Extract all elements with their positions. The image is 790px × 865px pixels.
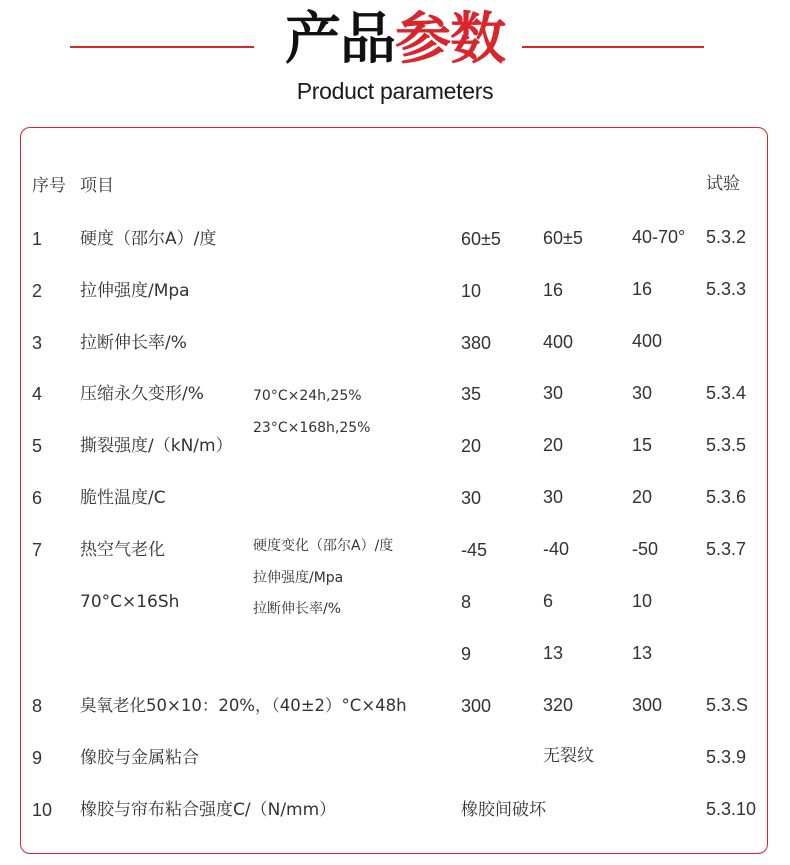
row-7-no: 7 — [32, 540, 43, 560]
row-5-no: 5 — [32, 436, 43, 456]
row-2-value-1: 10 — [461, 281, 482, 301]
page-subtitle: Product parameters — [296, 78, 494, 104]
row-9-item: 像胶与金属粘合 — [80, 748, 199, 768]
row-7c-value-2: 13 — [543, 643, 564, 663]
row-8-value-3: 300 — [632, 695, 663, 715]
row-7c-value-3: 13 — [632, 643, 653, 663]
row-7b-value-2: 6 — [543, 591, 554, 611]
row-8-test: 5.3.S — [706, 695, 749, 715]
row-3-no: 3 — [32, 333, 43, 353]
row-7-value-2: -40 — [543, 539, 570, 559]
column-header-no: 序号 — [32, 176, 66, 196]
column-header-test: 试验 — [706, 174, 740, 194]
row-4-value-1: 35 — [461, 384, 482, 404]
row-4-condition: 70°C×24h,25% — [253, 388, 362, 404]
row-9-test: 5.3.9 — [706, 747, 747, 767]
row-2-value-2: 16 — [543, 280, 564, 300]
row-7b-value-1: 8 — [461, 592, 472, 612]
page-title-black: 产品 — [285, 7, 395, 72]
row-4-no: 4 — [32, 384, 43, 404]
row-8-value-1: 300 — [461, 696, 492, 716]
row-1-value-3: 40-70° — [632, 227, 686, 247]
row-10-no: 10 — [32, 800, 53, 820]
row-8-item: 臭氧老化50×10：20%，（40±2）°C×48h — [80, 696, 407, 715]
row-3-value-3: 400 — [632, 331, 663, 351]
row-7b-value-3: 10 — [632, 591, 653, 611]
row-7-sub-item-elongation: 拉断伸长率/% — [253, 601, 342, 617]
row-7-sub-item-tensile: 拉伸强度/Mpa — [253, 570, 344, 586]
row-2-no: 2 — [32, 281, 43, 301]
row-10-test: 5.3.10 — [706, 799, 757, 819]
row-9-no: 9 — [32, 748, 43, 768]
row-7-item-condition: 70°C×16Sh — [80, 592, 180, 612]
row-5-test: 5.3.5 — [706, 435, 747, 455]
row-4-item: 压缩永久变形/% — [80, 384, 204, 404]
row-6-value-3: 20 — [632, 487, 653, 507]
row-10-result: 橡胶间破坏 — [461, 800, 546, 820]
row-4-value-3: 30 — [632, 383, 653, 403]
row-5-value-2: 20 — [543, 435, 564, 455]
page-title-red: 参数 — [395, 7, 505, 72]
row-7-test: 5.3.7 — [706, 539, 747, 559]
row-8-value-2: 320 — [543, 695, 574, 715]
row-2-item: 拉伸强度/Mpa — [80, 281, 190, 301]
row-7-item: 热空气老化 — [80, 540, 165, 560]
row-3-value-1: 380 — [461, 333, 492, 353]
row-1-value-2: 60±5 — [543, 228, 583, 248]
column-header-item: 项目 — [80, 176, 114, 196]
page-header — [0, 0, 790, 120]
row-1-value-1: 60±5 — [461, 229, 501, 249]
row-5-item: 撕裂强度/（kN/m） — [80, 436, 233, 456]
row-6-test: 5.3.6 — [706, 487, 747, 507]
row-7-value-1: -45 — [461, 540, 488, 560]
row-10-item: 橡胶与帘布粘合强度C/（N/mm） — [80, 800, 337, 820]
row-1-test: 5.3.2 — [706, 227, 747, 247]
row-5-condition: 23°C×168h,25% — [253, 420, 371, 436]
row-2-value-3: 16 — [632, 279, 653, 299]
row-4-test: 5.3.4 — [706, 383, 747, 403]
row-6-no: 6 — [32, 488, 43, 508]
row-9-result: 无裂纹 — [543, 746, 594, 766]
row-5-value-3: 15 — [632, 435, 653, 455]
row-6-item: 脆性温度/C — [80, 488, 166, 508]
row-6-value-1: 30 — [461, 488, 482, 508]
row-2-test: 5.3.3 — [706, 279, 747, 299]
row-7c-value-1: 9 — [461, 644, 472, 664]
row-3-item: 拉断伸长率/% — [80, 333, 187, 353]
page-title — [0, 4, 790, 76]
row-4-value-2: 30 — [543, 383, 564, 403]
row-6-value-2: 30 — [543, 487, 564, 507]
row-3-value-2: 400 — [543, 332, 574, 352]
row-7-value-3: -50 — [632, 539, 659, 559]
row-8-no: 8 — [32, 696, 43, 716]
row-5-value-1: 20 — [461, 436, 482, 456]
row-1-item: 硬度（邵尔A）/度 — [80, 229, 217, 249]
row-7-sub-item-hardness: 硬度变化（邵尔A）/度 — [253, 538, 394, 554]
row-1-no: 1 — [32, 229, 43, 249]
